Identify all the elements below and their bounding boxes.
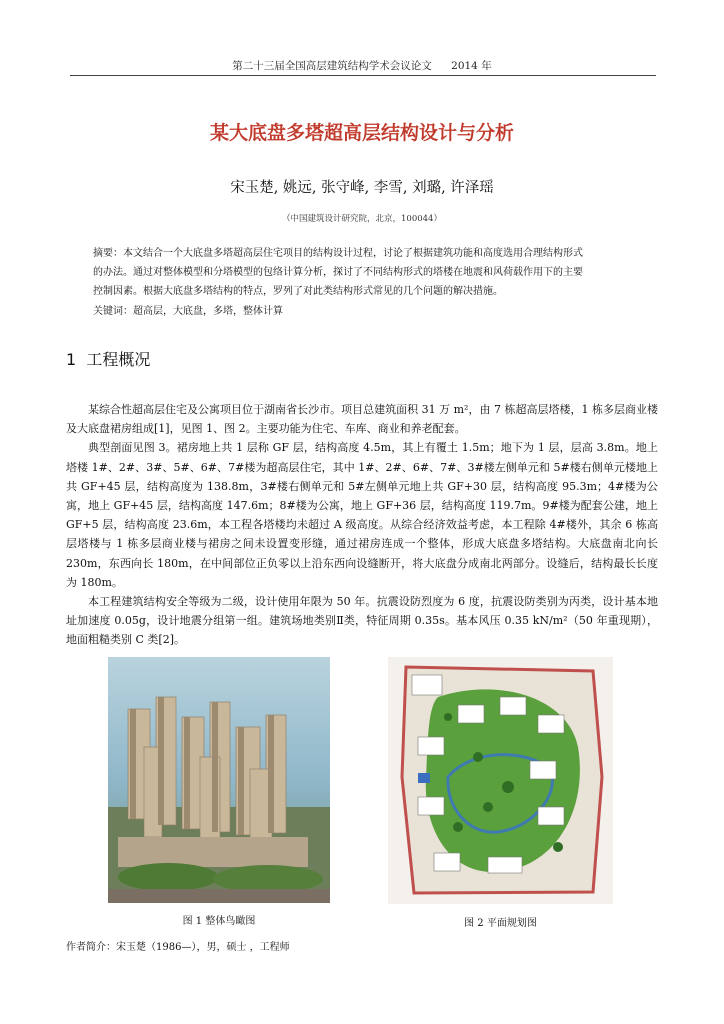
paper-title: 某大底盘多塔超高层结构设计与分析 xyxy=(209,122,514,144)
body-text xyxy=(66,400,658,650)
paragraph: 某综合性超高层住宅及公寓项目位于湖南省长沙市。项目总建筑面积 31 万 m²，由 7 栋超高层塔楼，1 栋多层商业楼及大底盘裙房组成[1]，见图 1、图 2。主要功能为住宅、车库、商业和养老配套。 xyxy=(66,403,658,436)
figure-aerial-view xyxy=(108,657,330,903)
keywords: 关键词：超高层，大底盘，多塔，整体计算 xyxy=(93,306,283,317)
aerial-render-image xyxy=(108,657,330,903)
header-rule xyxy=(70,75,656,76)
paragraph: 本工程建筑结构安全等级为二级，设计使用年限为 50 年。抗震设防烈度为 6 度，抗震设防类别为丙类，设计基本地址加速度 0.05g，设计地震分组第一组。建筑场地类别Ⅱ类，特征周期 0.35s。基本风压 0.35 kN/m²（50 年重现期），地面粗糙类别 C 类[2]。 xyxy=(66,595,658,647)
section-heading xyxy=(66,347,150,370)
abstract-line: 的办法。通过对整体模型和分塔模型的包络计算分析，探讨了不同结构形式的塔楼在地震和风荷载作用下的主要 xyxy=(93,267,583,278)
header-year: 2014 年 xyxy=(451,60,492,72)
author-footnote: 作者简介：宋玉楚（1986—），男，硕士 ，工程师 xyxy=(66,942,290,953)
figure-site-plan xyxy=(388,657,613,904)
running-header xyxy=(0,58,724,73)
author-list: 宋玉楚, 姚远, 张守峰, 李雪, 刘璐, 许泽瑶 xyxy=(230,180,494,196)
figure-2-caption: 图 2 平面规划图 xyxy=(464,918,537,929)
conference-name: 第二十三届全国高层建筑结构学术会议论文 xyxy=(232,60,432,72)
figure-1-caption: 图 1 整体鸟瞰图 xyxy=(182,916,256,927)
abstract-line: 控制因素。根据大底盘多塔结构的特点，罗列了对此类结构形式常见的几个问题的解决措施。 xyxy=(93,286,503,297)
section-title: 工程概况 xyxy=(86,350,151,369)
section-number: 1 xyxy=(66,350,77,369)
abstract-line: 摘要：本文结合一个大底盘多塔超高层住宅项目的结构设计过程，讨论了根据建筑功能和高度选用合理结构形式 xyxy=(93,248,583,259)
paragraph: 典型剖面见图 3。裙房地上共 1 层称 GF 层，结构高度 4.5m，其上有覆土 1.5m；地下为 1 层，层高 3.8m。地上塔楼 1#、2#、3#、5#、6#、7#楼为超高层住宅，其中 1#、2#、6#、7#、3#楼左侧单元和 5#楼右侧单元楼地上共 GF+45 层，结构高度为 138.8m，3#楼右侧单元和 5#左侧单元地上共 GF+30 层，结构高度 95.3m；4#楼为公寓，地上 GF+45 层，结构高度 147.6m；8#楼为公寓，地上 GF+36 层，结构高度 119.7m。9#楼为配套公建，地上 GF+5 层，结构高度 23.6m，本工程各塔楼均未超过 A 级高度。从综合经济效益考虑，本工程除 4#楼外，其余 6 栋高层塔楼与 1 栋多层商业楼与裙房之间未设置变形缝，通过裙房连成一个整体，形成大底盘多塔结构。大底盘南北向长 230m，东西向长 180m，在中间部位正负零以上沿东西向设缝断开，将大底盘分成南北两部分。设缝后，结构最长长度为 180m。 xyxy=(66,441,658,589)
affiliation: （中国建筑设计研究院，北京，100044） xyxy=(282,214,442,224)
abstract xyxy=(93,244,653,301)
site-plan-image xyxy=(388,657,613,904)
